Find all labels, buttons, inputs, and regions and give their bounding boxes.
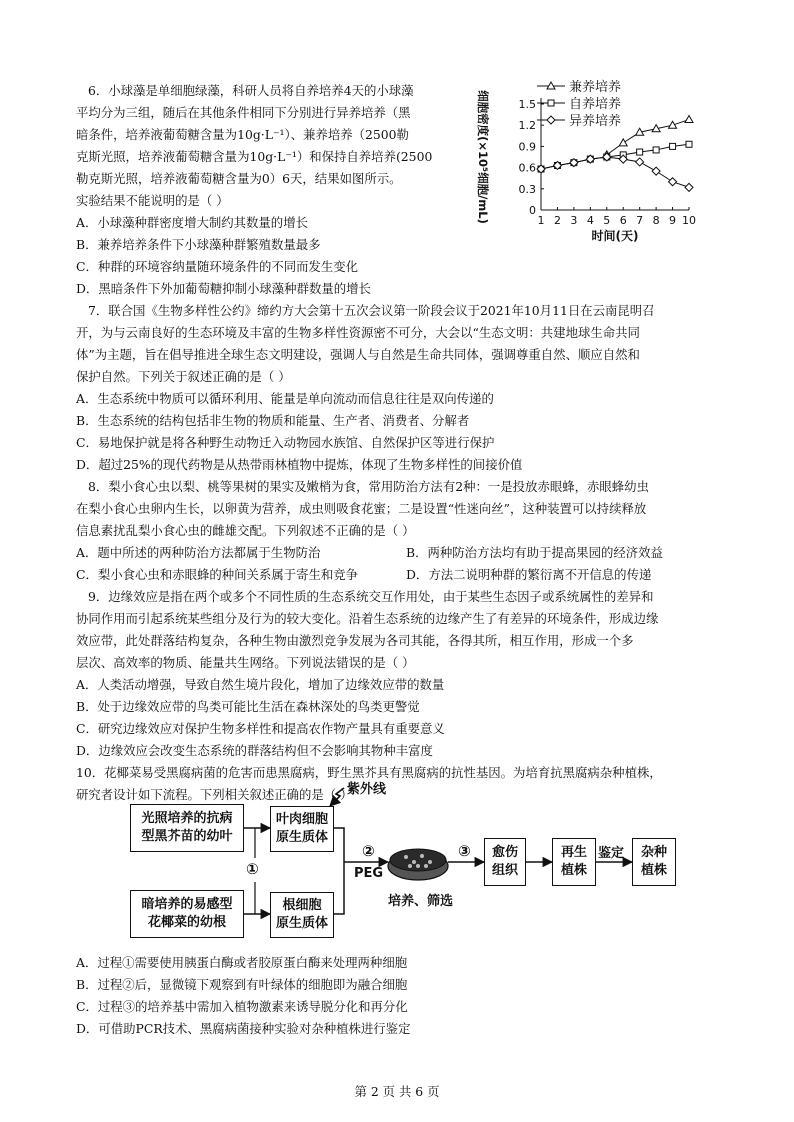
box5-line1: 愈伤: [491, 845, 518, 860]
q8-line-1: 8．梨小食心虫以梨、桃等果树的果实及嫩梢为食，常用防治方法有2种：一是投放赤眼蜂，赤眼蜂幼虫: [88, 479, 649, 494]
q8-line-3: 信息素扰乱梨小食心虫的雌雄交配。下列叙述不正确的是（ ）: [76, 523, 415, 538]
box2-line1: 暗培养的易感型: [141, 897, 233, 912]
page-footer: 第 2 页 共 6 页: [354, 1084, 440, 1099]
y-tick-label: 1.2: [518, 119, 536, 133]
y-tick-label: 0: [529, 204, 536, 217]
q9-line-2: 协同作用而引起系统某些组分及行为的较大变化。沿着生态系统的边缘产生了有差异的环境条件，形成边缘: [76, 611, 659, 626]
q7-option-c: C．易地保护就是将各种野生动物迁入动物园水族馆、自然保护区等进行保护: [76, 435, 495, 450]
x-tick-label: 1: [537, 214, 545, 227]
q8-option-d: D．方法二说明种群的繁衍离不开信息的传递: [406, 567, 652, 582]
q6-option-d: D．黑暗条件下外加葡萄糖抑制小球藻种群数量的增长: [76, 281, 371, 296]
q10-option-a: A．过程①需要使用胰蛋白酶或者胶原蛋白酶来处理两种细胞: [76, 955, 408, 970]
box-root-protoplast: [270, 892, 334, 938]
box7-line1: 杂种: [640, 845, 667, 860]
q7-line-1: 7．联合国《生物多样性公约》缔约方大会第十五次会议第一阶段会议于2021年10月11日在云南昆明召: [88, 303, 655, 318]
box1-line1: 光照培养的抗病: [141, 811, 233, 826]
q7-option-d: D．超过25%的现代药物是从热带雨林植物中提炼，体现了生物多样性的间接价值: [76, 457, 523, 472]
q7-option-b: B．生态系统的结构包括非生物的物质和能量、生产者、消费者、分解者: [76, 413, 470, 428]
q7-line-2: 开，为与云南良好的生态环境及丰富的生物多样性资源密不可分，大会以“生态文明：共建地球生命共同: [76, 325, 640, 340]
x-tick-label: 10: [682, 214, 696, 227]
x-tick-label: 8: [652, 214, 660, 227]
x-tick-label: 4: [586, 214, 594, 227]
legend-label-2: 异养培养: [569, 114, 622, 129]
box-callus: [484, 838, 526, 886]
q8-option-c: C．梨小食心虫和赤眼蜂的种间关系属于寄生和竞争: [76, 567, 359, 582]
x-tick-label: 9: [669, 214, 677, 227]
q9-line-3: 效应带，此处群落结构复杂，各种生物由激烈竞争发展为各司其能，各得其所，相互作用，形成一个多: [76, 633, 634, 648]
box-black-mustard-leaf: [130, 804, 244, 852]
y-tick-label: 0.9: [518, 140, 536, 154]
box-hybrid-plant: [632, 838, 676, 886]
q8-line-2: 在梨小食心虫卵内生长，以卵黄为营养，成虫则吸食花蜜；二是设置“性迷向丝”，这种装置可以持续释放: [76, 501, 647, 516]
petri-dish-icon: [388, 849, 448, 880]
box4-line2: 原生质体: [275, 916, 328, 931]
box2-line2: 花椰菜的幼根: [147, 915, 226, 930]
y-tick-label: 0.3: [518, 182, 536, 196]
q6-line-4: 克斯光照，培养液葡萄糖含量为10g·L⁻¹）和保持自养培养(2500: [76, 149, 433, 164]
q6-line-6: 实验结果不能说明的是（ ）: [76, 193, 229, 208]
q10-line-1: 10．花椰菜易受黑腐病菌的危害而患黑腐病，野生黑芥具有黑腐病的抗性基因。为培育抗黑腐病杂种植株，: [76, 765, 662, 780]
label-step2: ②: [362, 842, 375, 860]
legend-label-1: 自养培养: [569, 97, 622, 112]
q6-option-a: A．小球藻种群密度增大制约其数量的增长: [76, 215, 308, 230]
q6-option-b: B．兼养培养条件下小球藻种群繁殖数量最多: [76, 237, 321, 252]
x-axis-title: 时间(天): [591, 229, 639, 243]
box-mesophyll-protoplast: [270, 806, 334, 852]
q6-line-2: 平均分为三组，随后在其他条件相同下分别进行异养培养（黑: [76, 105, 411, 120]
label-step3: ③: [458, 842, 471, 860]
box3-line2: 原生质体: [275, 830, 328, 845]
box6-line1: 再生: [560, 845, 587, 860]
x-tick-label: 5: [603, 214, 611, 227]
x-tick-label: 3: [570, 214, 578, 227]
q8-option-b: B．两种防治方法均有助于提高果园的经济效益: [406, 545, 663, 560]
q6-line-5: 勒克斯光照，培养液葡萄糖含量为0）6天，结果如图所示。: [76, 171, 402, 186]
q7-option-a: A．生态系统中物质可以循环利用、能量是单向流动而信息往往是双向传递的: [76, 391, 494, 406]
q9-option-c: C．研究边缘效应对保护生物多样性和提高农作物产量具有重要意义: [76, 721, 445, 736]
x-tick-label: 2: [553, 214, 561, 227]
box3-line1: 叶肉细胞: [275, 812, 328, 827]
q6-line-1: 6．小球藻是单细胞绿藻，科研人员将自养培养4天的小球藻: [88, 83, 414, 98]
x-tick-label: 6: [619, 214, 627, 227]
q6-line-3: 暗条件，培养液葡萄糖含量为10g·L⁻¹）、兼养培养（2500勒: [76, 127, 409, 142]
box-cauliflower-root: [130, 890, 244, 938]
legend-label-0: 兼养培养: [569, 80, 622, 95]
label-identify: 鉴定: [598, 846, 625, 861]
label-peg: PEG: [354, 866, 384, 881]
box6-line2: 植株: [560, 863, 587, 878]
y-axis-title: 细胞密度(×10⁵细胞/mL): [476, 90, 490, 224]
x-tick-label: 7: [636, 214, 644, 227]
q10-option-d: D．可借助PCR技术、黑腐病菌接种实验对杂种植株进行鉴定: [76, 1021, 411, 1036]
q8-option-a: A．题中所述的两种防治方法都属于生物防治: [76, 545, 321, 560]
q6-option-c: C．种群的环境容纳量随环境条件的不同而发生变化: [76, 259, 359, 274]
q10-option-c: C．过程③的培养基中需加入植物激素来诱导脱分化和再分化: [76, 999, 408, 1014]
y-tick-label: 1.5: [518, 98, 536, 111]
q7-line-4: 保护自然。下列关于叙述正确的是（ ）: [76, 369, 291, 384]
box7-line2: 植株: [640, 863, 667, 878]
q10-line-2: 研究者设计如下流程。下列相关叙述正确的是（ ）: [76, 787, 353, 802]
label-step1: ①: [246, 860, 259, 878]
q9-option-d: D．边缘效应会改变生态系统的群落结构但不会影响其物种丰富度: [76, 743, 433, 758]
box1-line2: 型黑芥苗的幼叶: [141, 829, 233, 844]
box5-line2: 组织: [491, 863, 518, 878]
label-culture-screen: 培养、筛选: [388, 894, 454, 909]
q9-line-4: 层次、高效率的物质、能量共生网络。下列说法错误的是（ ）: [76, 655, 415, 670]
q9-line-1: 9．边缘效应是指在两个或多个不同性质的生态系统交互作用处，由于某些生态因子或系统属性的差异和: [88, 589, 654, 604]
q9-option-a: A．人类活动增强，导致自然生境片段化，增加了边缘效应带的数量: [76, 677, 445, 692]
label-uv: 紫外线: [347, 782, 387, 797]
q10-option-b: B．过程②后，显微镜下观察到有叶绿体的细胞即为融合细胞: [76, 977, 408, 992]
q9-option-b: B．处于边缘效应带的鸟类可能比生活在森林深处的鸟类更警觉: [76, 699, 420, 714]
q7-line-3: 体”为主题，旨在倡导推进全球生态文明建设，强调人与自然是生命共同体，强调尊重自然、顺应自然和: [76, 347, 640, 362]
box4-line1: 根细胞: [282, 898, 322, 913]
box-regenerated-plant: [552, 838, 596, 886]
uv-arrow: [330, 788, 344, 806]
y-tick-label: 0.6: [518, 161, 536, 175]
